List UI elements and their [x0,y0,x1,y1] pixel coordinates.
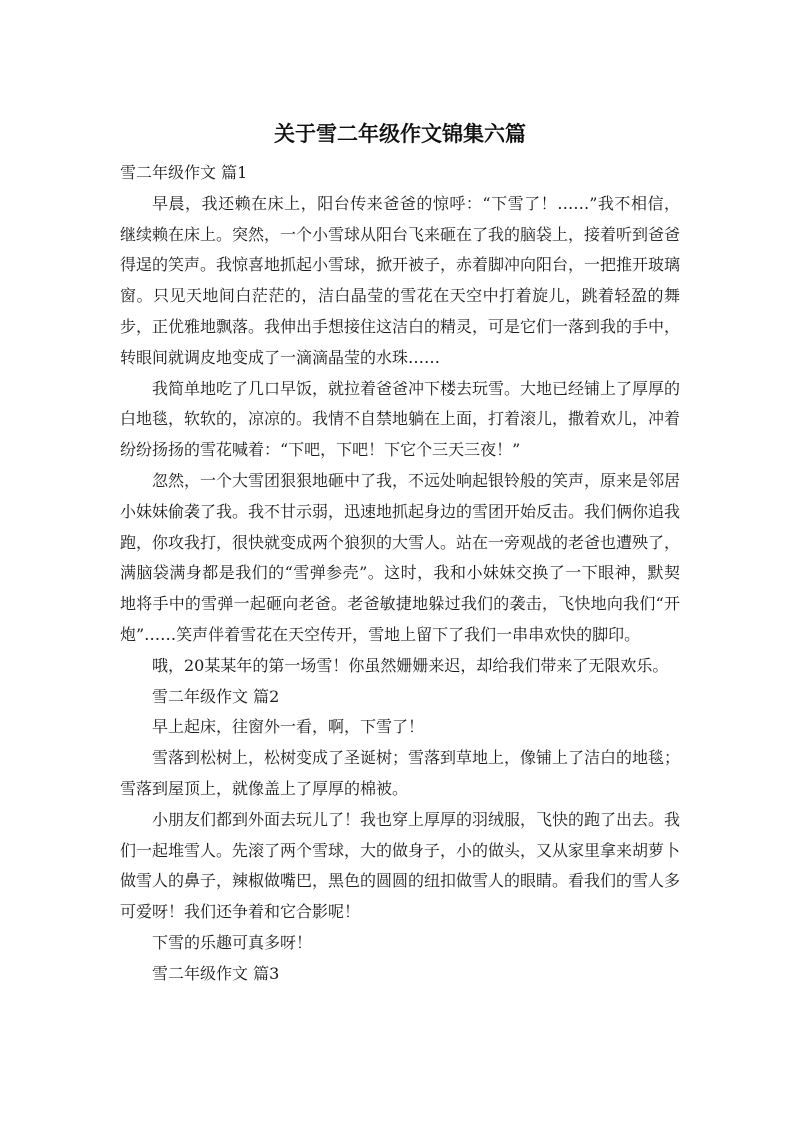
document-title: 关于雪二年级作文锦集六篇 [274,122,526,146]
section-heading-2: 雪二年级作文 篇2 [152,686,280,706]
paragraph: 早晨，我还赖在床上，阳台传来爸爸的惊呼：“下雪了！……”我不相信，继续赖在床上。突然，一个小雪球从阳台飞来砸在了我的脑袋上，接着听到爸爸得逞的笑声。我惊喜地抓起小雪球，掀开被子，赤着脚冲向阳台，一把推开玻璃窗。只见天地间白茫茫的，洁白晶莹的雪花在天空中打着旋儿，跳着轻盈的舞步，正优雅地飘落。我伸出手想接住这洁白的精灵，可是它们一落到我的手中，转眼间就调皮地变成了一滴滴晶莹的水珠…… [120,193,681,367]
paragraph: 哦，20某某年的第一场雪！你虽然姗姗来迟，却给我们带来了无限欢乐。 [152,655,669,675]
paragraph: 小朋友们都到外面去玩儿了！我也穿上厚厚的羽绒服，飞快的跑了出去。我们一起堆雪人。先滚了两个雪球，大的做身子，小的做头，又从家里拿来胡萝卜做雪人的鼻子，辣椒做嘴巴，黑色的圆圆的纽扣做雪人的眼睛。看我们的雪人多可爱呀！我们还争着和它合影呢！ [120,809,681,922]
paragraph: 我简单地吃了几口早饭，就拉着爸爸冲下楼去玩雪。大地已经铺上了厚厚的白地毯，软软的，凉凉的。我情不自禁地躺在上面，打着滚儿，撒着欢儿，冲着纷纷扬扬的雪花喊着：“下吧，下吧！下它个三天三夜！” [120,378,681,460]
section-heading-1: 雪二年级作文 篇1 [120,163,248,182]
paragraph: 早上起床，往窗外一看，啊，下雪了！ [152,717,425,737]
document-body [120,158,680,990]
paragraph: 下雪的乐趣可真多呀！ [152,932,313,952]
paragraph: 忽然，一个大雪团狠狠地砸中了我，不远处响起银铃般的笑声，原来是邻居小妹妹偷袭了我。我不甘示弱，迅速地抓起身边的雪团开始反击。我们俩你追我跑，你攻我打，很快就变成两个狼狈的大雪人。站在一旁观战的老爸也遭殃了，满脑袋满身都是我们的“雪弹参壳”。这时，我和小妹妹交换了一下眼神，默契地将手中的雪弹一起砸向老爸。老爸敏捷地躲过我们的袭击，飞快地向我们“开炮”……笑声伴着雪花在天空传开，雪地上留下了我们一串串欢快的脚印。 [120,470,681,644]
section-heading-3: 雪二年级作文 篇3 [152,963,280,983]
paragraph: 雪落到松树上，松树变成了圣诞树；雪落到草地上，像铺上了洁白的地毯；雪落到屋顶上，就像盖上了厚厚的棉被。 [120,748,681,798]
